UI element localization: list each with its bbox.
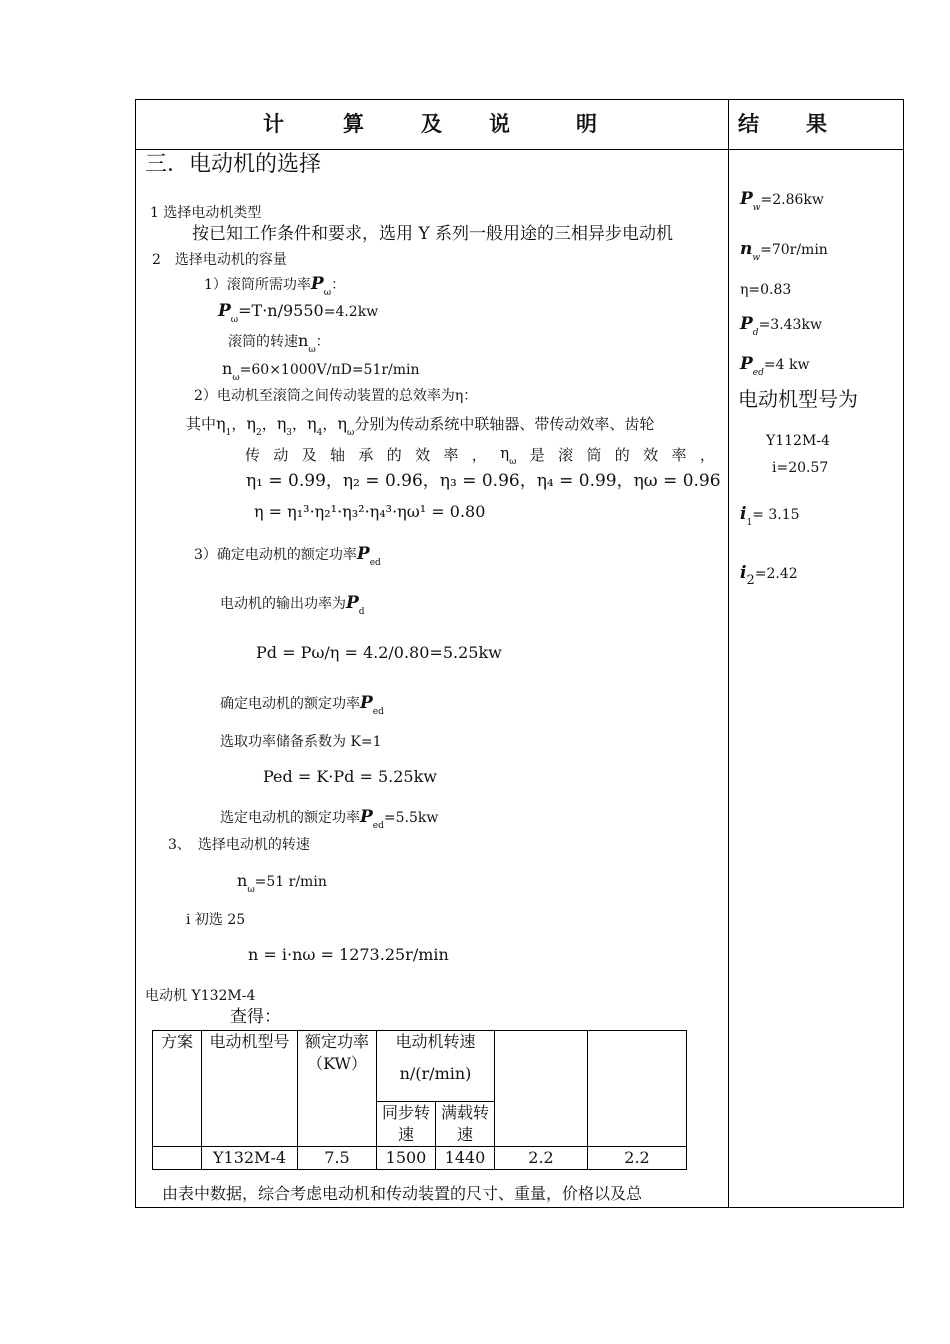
result-model-label: 电动机型号为 bbox=[738, 387, 858, 411]
char: ， bbox=[471, 446, 487, 464]
eta-values: η₁ = 0.99，η₂ = 0.96，η₃ = 0.96，η₄ = 0.99，ηω = 0.96 bbox=[246, 471, 721, 491]
omega-subscript: ω bbox=[308, 345, 316, 355]
i-symbol: i bbox=[740, 504, 747, 524]
n-symbol: n bbox=[298, 331, 309, 350]
step-2-2-heading: 2）电动机至滚筒之间传动装置的总效率为η： bbox=[194, 388, 478, 404]
nw-formula-line bbox=[222, 360, 420, 387]
step-1-heading: 1 选择电动机类型 bbox=[150, 205, 262, 221]
cell-power: 7.5 bbox=[298, 1147, 377, 1170]
header-calc-4: 说 bbox=[489, 112, 510, 136]
result-i1 bbox=[740, 505, 800, 532]
char: 的 bbox=[614, 446, 630, 464]
step-2-3-label: 3）确定电动机的额定功率 bbox=[194, 547, 357, 563]
chade-label: 查得： bbox=[230, 1007, 281, 1027]
header-calc-1: 计 bbox=[263, 112, 284, 136]
p-symbol: P bbox=[360, 693, 373, 713]
eta-2: η bbox=[246, 414, 256, 433]
char: ， bbox=[699, 446, 715, 464]
header-divider bbox=[135, 149, 904, 150]
motor-table bbox=[152, 1030, 687, 1170]
cell-fangan bbox=[153, 1147, 202, 1170]
output-power-label: 电动机的输出功率为 bbox=[220, 596, 346, 612]
omega-subscript: ω bbox=[346, 428, 355, 438]
col-full bbox=[436, 1102, 495, 1147]
w-subscript: w bbox=[752, 203, 761, 213]
result-pd bbox=[740, 315, 822, 342]
qi-zhong: 其中 bbox=[186, 415, 217, 433]
colon: ： bbox=[315, 334, 330, 350]
char: 轴 bbox=[330, 446, 346, 464]
header-result-1: 结 bbox=[738, 112, 759, 136]
result-model: Y112M-4 bbox=[766, 433, 830, 449]
ped-formula: Ped = K·Pd = 5.25kw bbox=[263, 767, 437, 786]
char: 滚 bbox=[558, 446, 574, 464]
result-eta: η=0.83 bbox=[740, 282, 792, 298]
footer-text: 由表中数据，综合考虑电动机和传动装置的尺寸、重量，价格以及总 bbox=[162, 1184, 643, 1203]
eta-list-line bbox=[186, 415, 654, 442]
eta-char: η bbox=[500, 444, 510, 462]
cell-full: 1440 bbox=[436, 1147, 495, 1170]
char: 率 bbox=[443, 446, 459, 464]
ed-subscript: ed bbox=[372, 707, 384, 717]
col-sync bbox=[377, 1102, 436, 1147]
omega-subscript: ω bbox=[230, 315, 239, 325]
p-symbol: P bbox=[740, 189, 753, 209]
ed-subscript: ed bbox=[369, 558, 381, 568]
char: 的 bbox=[386, 446, 402, 464]
char: 效 bbox=[643, 446, 659, 464]
comma: ， bbox=[231, 415, 247, 433]
motor-label: 电动机 Y132M-4 bbox=[145, 988, 256, 1004]
header-calc-3: 及 bbox=[421, 112, 442, 136]
eta-1: η bbox=[216, 414, 226, 433]
pw-result: =2.86kw bbox=[760, 192, 824, 208]
pw-value: =4.2kw bbox=[323, 304, 379, 320]
result-ped bbox=[740, 355, 809, 382]
char: 是 bbox=[529, 446, 545, 464]
p-symbol: P bbox=[740, 354, 753, 374]
char: 传 bbox=[245, 446, 261, 464]
confirm-power-label: 确定电动机的额定功率 bbox=[220, 696, 360, 712]
ed-subscript: ed bbox=[752, 368, 764, 378]
header-model: 电动机型号 bbox=[209, 1032, 290, 1051]
select-power-label: 选定电动机的额定功率 bbox=[220, 810, 360, 826]
ed-subscript: ed bbox=[372, 821, 384, 831]
step-2-heading: 2 选择电动机的容量 bbox=[152, 252, 287, 268]
eta-total: η = η₁³·η₂¹·η₃²·η₄³·ηω¹ = 0.80 bbox=[254, 502, 486, 521]
sub-2: 2 bbox=[255, 428, 262, 438]
n-symbol: n bbox=[222, 359, 233, 378]
pw-formula: =T·n/9550 bbox=[238, 301, 324, 320]
p-symbol: P bbox=[310, 274, 324, 294]
efficiency-desc-cont bbox=[245, 444, 715, 467]
select-power-line bbox=[220, 808, 438, 835]
pd-result: =3.43kw bbox=[758, 317, 822, 333]
p-symbol: P bbox=[356, 544, 370, 564]
header-sync: 同步转速 bbox=[381, 1103, 430, 1144]
p-symbol: P bbox=[218, 301, 231, 321]
char: 动 bbox=[273, 446, 289, 464]
header-speed: 电动机转速 bbox=[395, 1032, 476, 1051]
column-divider bbox=[728, 99, 729, 1208]
char: 率 bbox=[671, 446, 687, 464]
ped-value: =5.5kw bbox=[383, 810, 439, 826]
i-initial: i 初选 25 bbox=[186, 912, 246, 928]
col-power bbox=[298, 1031, 377, 1147]
p-symbol: P bbox=[360, 807, 373, 827]
eta-4: η bbox=[307, 414, 317, 433]
nw-result: =70r/min bbox=[760, 242, 828, 258]
sub-1: 1 bbox=[746, 518, 753, 528]
header-calc-2: 算 bbox=[343, 112, 364, 136]
drum-speed-label: 滚筒的转速 bbox=[228, 334, 298, 350]
char: 效 bbox=[415, 446, 431, 464]
header-calc-5: 明 bbox=[576, 112, 597, 136]
i-symbol: i bbox=[740, 563, 747, 583]
eta-omega-inline bbox=[500, 444, 516, 467]
header-speed-unit: n/(r/min) bbox=[399, 1064, 472, 1083]
output-power-line bbox=[220, 594, 365, 621]
comma: ， bbox=[292, 415, 308, 433]
n-symbol: n bbox=[237, 871, 248, 890]
nw-value: =51 r/min bbox=[254, 874, 327, 890]
reserve-coefficient: 选取功率储备系数为 K=1 bbox=[220, 734, 382, 750]
pw-formula-line bbox=[218, 302, 378, 329]
sub-2: 2 bbox=[746, 573, 755, 588]
eta-omega: η bbox=[337, 414, 347, 433]
char: 筒 bbox=[586, 446, 602, 464]
pd-formula: Pd = Pω/η = 4.2/0.80=5.25kw bbox=[256, 643, 502, 662]
step-1-text: 按已知工作条件和要求，选用 Y 系列一般用途的三相异步电动机 bbox=[192, 224, 674, 244]
n-symbol: n bbox=[740, 239, 753, 259]
eta-3: η bbox=[276, 414, 287, 433]
col-7 bbox=[588, 1031, 687, 1147]
col-fangan bbox=[153, 1031, 202, 1147]
step-2-1-heading bbox=[204, 275, 345, 302]
d-subscript: d bbox=[752, 328, 759, 338]
header-full: 满载转速 bbox=[440, 1103, 489, 1144]
colon: ： bbox=[331, 277, 346, 293]
omega-subscript: ω bbox=[247, 885, 255, 895]
result-nw bbox=[740, 240, 828, 267]
header-fangan: 方案 bbox=[160, 1032, 193, 1051]
col-model bbox=[202, 1031, 298, 1147]
result-pw bbox=[740, 190, 824, 217]
drum-speed-line bbox=[228, 332, 330, 359]
step-2-3-heading bbox=[194, 545, 381, 572]
char: 承 bbox=[358, 446, 374, 464]
omega-subscript: ω bbox=[232, 373, 240, 383]
header-power: 额定功率（KW） bbox=[304, 1032, 369, 1073]
section-title: 三．电动机的选择 bbox=[145, 152, 322, 177]
cell-model: Y132M-4 bbox=[202, 1147, 298, 1170]
d-subscript: d bbox=[358, 607, 365, 617]
col-6 bbox=[495, 1031, 588, 1147]
step-3-heading: 3、 选择电动机的转速 bbox=[168, 837, 310, 853]
result-i-total: i=20.57 bbox=[772, 460, 829, 476]
n-formula: n = i·nω = 1273.25r/min bbox=[248, 945, 449, 964]
p-symbol: P bbox=[346, 593, 359, 613]
step-2-1-label: 1）滚筒所需功率 bbox=[204, 277, 311, 293]
col-speed bbox=[377, 1031, 495, 1102]
char: 及 bbox=[301, 446, 317, 464]
sub-1: 1 bbox=[225, 428, 232, 438]
confirm-power-line bbox=[220, 694, 384, 721]
table-row bbox=[153, 1147, 687, 1170]
i2-value: =2.42 bbox=[754, 566, 798, 582]
cell-6: 2.2 bbox=[495, 1147, 588, 1170]
comma: ， bbox=[322, 415, 338, 433]
ped-result: =4 kw bbox=[763, 357, 810, 373]
omega-subscript: ω bbox=[509, 457, 517, 467]
cell-7: 2.2 bbox=[588, 1147, 687, 1170]
comma: ， bbox=[261, 415, 277, 433]
efficiency-desc: 分别为传动系统中联轴器、带传动效率、齿轮 bbox=[354, 415, 655, 433]
omega-subscript: ω bbox=[323, 288, 332, 298]
nw-value-line bbox=[237, 872, 327, 899]
i1-value: = 3.15 bbox=[752, 507, 800, 523]
cell-sync: 1500 bbox=[377, 1147, 436, 1170]
nw-formula: =60×1000V/πD=51r/min bbox=[239, 362, 420, 378]
header-result-2: 果 bbox=[806, 112, 827, 136]
result-i2 bbox=[740, 564, 798, 590]
w-subscript: w bbox=[752, 253, 761, 263]
sub-4: 4 bbox=[316, 428, 323, 438]
sub-3: 3 bbox=[286, 428, 293, 438]
p-symbol: P bbox=[740, 314, 753, 334]
